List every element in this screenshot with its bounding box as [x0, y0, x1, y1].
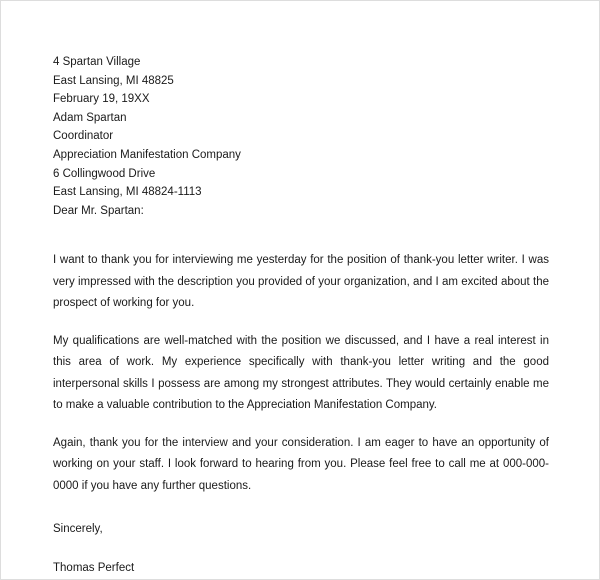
spacer-after-salutation	[53, 220, 549, 250]
body-paragraph-2: My qualifications are well-matched with the position we discussed, and I have a real interest in this area of work. My experience specifically with thank-you letter writing and the good interpersonal skills I possess are among my strongest attributes. They would certainly enable me to make a valuable contribution to the Appreciation Manifestation Company.	[53, 334, 549, 412]
recipient-street: 6 Collingwood Drive	[53, 167, 156, 180]
salutation: Dear Mr. Spartan:	[53, 204, 144, 217]
letter-body	[53, 53, 549, 578]
body-paragraph-1: I want to thank you for interviewing me yesterday for the position of thank-you letter writer. I was very impressed with the description you provided of your organization, and I am excited about the prospect of working for you.	[53, 254, 549, 310]
sender-address-block	[53, 53, 549, 90]
sender-address-line-2: East Lansing, MI 48825	[53, 74, 174, 87]
spacer-between-paragraphs-1-2	[53, 315, 549, 331]
recipient-city-state-zip: East Lansing, MI 48824-1113	[53, 186, 202, 199]
spacer-before-closing	[53, 497, 549, 520]
sender-address-line-1: 4 Spartan Village	[53, 56, 141, 68]
signature-name: Thomas Perfect	[53, 561, 135, 574]
recipient-name: Adam Spartan	[53, 111, 127, 124]
recipient-company: Appreciation Manifestation Company	[53, 148, 241, 161]
letter-date: February 19, 19XX	[53, 93, 150, 106]
recipient-address-block	[53, 109, 549, 202]
closing-line: Sincerely,	[53, 523, 103, 536]
recipient-title: Coordinator	[53, 130, 114, 143]
spacer-before-signature	[53, 539, 549, 559]
spacer-between-paragraphs-2-3	[53, 417, 549, 433]
body-paragraph-3: Again, thank you for the interview and your consideration. I am eager to have an opportunity of working on your staff. I look forward to hearing from you. Please feel free to call me at 000-000-0000 if you have any further questions.	[53, 436, 549, 492]
